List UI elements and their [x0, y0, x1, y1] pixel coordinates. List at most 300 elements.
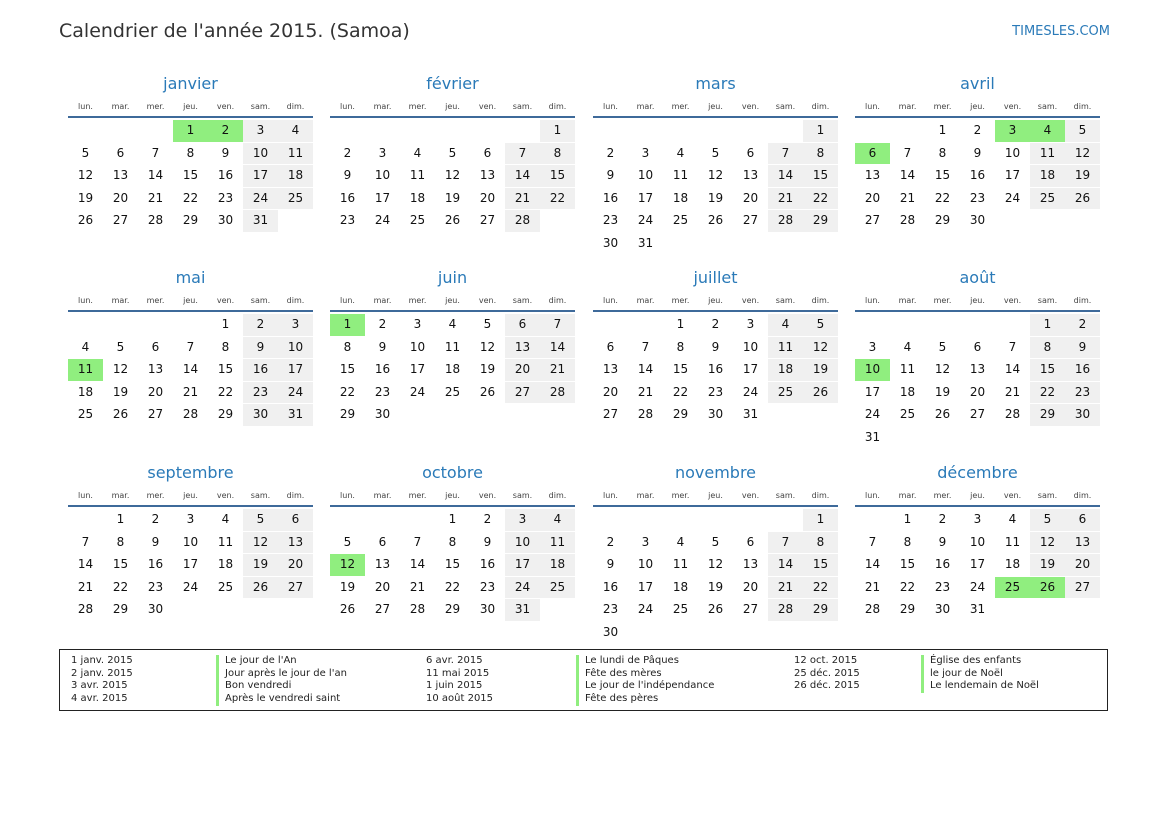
month-name: août	[959, 268, 996, 287]
day-cell: 12	[707, 557, 724, 571]
week-row	[855, 210, 1100, 232]
day-cell: 30	[217, 213, 234, 227]
day-cell: 14	[637, 362, 654, 376]
day-cell: 27	[969, 407, 986, 421]
day-cell: 1	[676, 317, 685, 331]
day-cell: 22	[339, 384, 356, 399]
day-cell: 17	[637, 579, 654, 594]
week-row	[68, 165, 313, 187]
weekday-label: mar.	[636, 296, 655, 305]
day-cell: 28	[147, 213, 164, 227]
weekday-label: mar.	[636, 102, 655, 111]
weekday-label: lun.	[78, 102, 93, 111]
day-cell: 15	[182, 168, 199, 182]
day-cell: 13	[278, 532, 313, 554]
day-cell: 15	[672, 362, 689, 376]
weekday-label: jeu.	[445, 491, 460, 500]
legend-holiday-name: Église des enfants	[921, 655, 1039, 668]
day-cell: 12	[330, 554, 365, 576]
empty-cell	[890, 120, 925, 142]
day-cell: 25	[444, 384, 461, 399]
weekday-label: lun.	[603, 491, 618, 500]
weekday-label: mer.	[933, 102, 952, 111]
day-cell: 27	[742, 213, 759, 227]
day-cell: 15	[540, 165, 575, 187]
day-cell: 31	[742, 407, 759, 421]
weeks	[855, 509, 1100, 621]
day-cell: 7	[903, 145, 912, 160]
weekday-label: lun.	[603, 296, 618, 305]
weekday-header	[68, 292, 313, 312]
day-cell: 21	[864, 579, 881, 594]
day-cell: 23	[374, 384, 391, 399]
weeks	[330, 314, 575, 426]
empty-cell	[505, 404, 540, 426]
empty-cell	[1030, 210, 1065, 232]
day-cell: 19	[339, 579, 356, 594]
week-row	[855, 427, 1100, 449]
week-row	[593, 599, 838, 621]
day-cell: 3	[973, 512, 982, 526]
day-cell: 16	[1065, 359, 1100, 381]
day-cell: 17	[243, 165, 278, 187]
empty-cell	[628, 622, 663, 644]
weekday-header	[330, 487, 575, 507]
week-row	[855, 599, 1100, 621]
day-cell: 28	[409, 602, 426, 616]
week-row	[330, 404, 575, 426]
weekday-label: sam.	[250, 296, 271, 305]
week-row	[593, 314, 838, 336]
day-cell: 30	[969, 213, 986, 227]
weeks	[330, 120, 575, 232]
weekday-label: lun.	[603, 102, 618, 111]
day-cell: 12	[1030, 532, 1065, 554]
week-row	[855, 509, 1100, 531]
day-cell: 8	[938, 145, 947, 160]
weekday-label: sam.	[775, 102, 796, 111]
legend-date: 26 déc. 2015	[794, 680, 860, 692]
weekday-label: mer.	[671, 296, 690, 305]
holiday-legend	[59, 649, 1108, 711]
week-row	[855, 577, 1100, 599]
month-5	[330, 266, 575, 427]
day-cell: 7	[768, 143, 803, 165]
day-cell: 2	[606, 534, 615, 549]
day-cell: 19	[77, 190, 94, 205]
empty-cell	[925, 427, 960, 449]
day-cell: 6	[505, 314, 540, 336]
day-cell: 4	[903, 339, 912, 354]
weekday-label: ven.	[478, 102, 497, 111]
day-cell: 22	[217, 384, 234, 399]
day-cell: 9	[973, 145, 982, 160]
day-cell: 15	[112, 557, 129, 571]
empty-cell	[593, 509, 628, 531]
week-row	[68, 554, 313, 576]
week-row	[68, 143, 313, 165]
week-row	[330, 337, 575, 359]
day-cell: 30	[147, 602, 164, 616]
empty-cell	[960, 427, 995, 449]
day-cell: 11	[768, 337, 803, 359]
weekday-label: jeu.	[708, 296, 723, 305]
week-row	[855, 382, 1100, 404]
day-cell: 31	[243, 210, 278, 232]
weekday-header	[330, 98, 575, 118]
month-name: mai	[175, 268, 206, 287]
day-cell: 23	[217, 190, 234, 205]
weekday-label: mer.	[408, 102, 427, 111]
weekday-label: dim.	[1073, 296, 1092, 305]
day-cell: 10	[505, 532, 540, 554]
day-cell: 3	[278, 314, 313, 336]
day-cell: 24	[637, 602, 654, 616]
weekday-label: dim.	[286, 491, 305, 500]
empty-cell	[208, 599, 243, 621]
day-cell: 25	[995, 577, 1030, 599]
weekday-label: sam.	[1037, 296, 1058, 305]
empty-cell	[278, 210, 313, 232]
week-row	[330, 554, 575, 576]
week-row	[68, 599, 313, 621]
day-cell: 9	[1065, 337, 1100, 359]
day-cell: 18	[1004, 557, 1021, 571]
day-cell: 4	[81, 339, 90, 354]
day-cell: 20	[602, 384, 619, 399]
month-name: octobre	[422, 463, 483, 482]
legend-col-3-dates	[794, 655, 860, 693]
day-cell: 1	[903, 512, 912, 526]
day-cell: 9	[606, 168, 615, 182]
day-cell: 7	[413, 534, 422, 549]
day-cell: 11	[540, 532, 575, 554]
day-cell: 16	[602, 190, 619, 205]
week-row	[855, 165, 1100, 187]
legend-date: 12 oct. 2015	[794, 655, 858, 666]
week-row	[330, 382, 575, 404]
weeks	[855, 314, 1100, 449]
day-cell: 13	[969, 362, 986, 376]
day-cell: 10	[969, 534, 986, 549]
legend-col-2-dates	[426, 655, 493, 706]
day-cell: 30	[374, 407, 391, 421]
weekday-label: lun.	[865, 296, 880, 305]
day-cell: 3	[995, 120, 1030, 142]
day-cell: 11	[444, 339, 461, 354]
day-cell: 25	[1030, 188, 1065, 210]
day-cell: 9	[606, 557, 615, 571]
day-cell: 31	[969, 602, 986, 616]
day-cell: 9	[221, 145, 230, 160]
day-cell: 21	[768, 577, 803, 599]
day-cell: 4	[1008, 512, 1017, 526]
day-cell: 19	[1030, 554, 1065, 576]
month-name: septembre	[147, 463, 234, 482]
month-name: janvier	[163, 74, 218, 93]
day-cell: 26	[112, 407, 129, 421]
week-row	[68, 120, 313, 142]
legend-holiday-name: Le jour de l'An	[216, 655, 347, 668]
weekday-label: mar.	[898, 102, 917, 111]
week-row	[855, 359, 1100, 381]
legend-col-1-dates	[71, 655, 133, 706]
day-cell: 24	[409, 384, 426, 399]
day-cell: 31	[637, 235, 654, 250]
week-row	[593, 210, 838, 232]
week-row	[593, 554, 838, 576]
weeks	[593, 509, 838, 644]
weekday-label: dim.	[811, 102, 830, 111]
empty-cell	[768, 404, 803, 426]
day-cell: 8	[221, 339, 230, 354]
weekday-header	[855, 292, 1100, 312]
day-cell: 18	[672, 579, 689, 594]
weeks	[593, 314, 838, 426]
weekday-label: sam.	[775, 296, 796, 305]
week-row	[593, 382, 838, 404]
month-name: juin	[437, 268, 468, 287]
day-cell: 5	[243, 509, 278, 531]
day-cell: 6	[855, 143, 890, 165]
day-cell: 14	[182, 362, 199, 376]
weeks	[330, 509, 575, 621]
day-cell: 5	[711, 534, 720, 549]
weekday-label: mer.	[933, 296, 952, 305]
weekday-header	[593, 292, 838, 312]
week-row	[330, 165, 575, 187]
weekday-label: dim.	[548, 491, 567, 500]
day-cell: 16	[339, 190, 356, 205]
day-cell: 2	[711, 317, 720, 331]
weekday-label: dim.	[548, 102, 567, 111]
day-cell: 20	[112, 190, 129, 205]
empty-cell	[540, 210, 575, 232]
day-cell: 17	[505, 554, 540, 576]
week-row	[855, 337, 1100, 359]
empty-cell	[855, 120, 890, 142]
day-cell: 29	[339, 407, 356, 421]
day-cell: 29	[1030, 404, 1065, 426]
day-cell: 30	[934, 602, 951, 616]
day-cell: 24	[742, 384, 759, 399]
weekday-label: jeu.	[970, 296, 985, 305]
day-cell: 26	[444, 213, 461, 227]
day-cell: 8	[343, 339, 352, 354]
day-cell: 8	[540, 143, 575, 165]
day-cell: 30	[602, 624, 619, 639]
day-cell: 17	[409, 362, 426, 376]
day-cell: 7	[1008, 339, 1017, 354]
day-cell: 27	[1065, 577, 1100, 599]
day-cell: 3	[186, 512, 195, 526]
day-cell: 14	[899, 168, 916, 182]
day-cell: 22	[803, 577, 838, 599]
empty-cell	[698, 509, 733, 531]
week-row	[593, 188, 838, 210]
empty-cell	[995, 427, 1030, 449]
day-cell: 18	[540, 554, 575, 576]
day-cell: 3	[746, 317, 755, 331]
day-cell: 3	[641, 145, 650, 160]
empty-cell	[698, 622, 733, 644]
day-cell: 15	[803, 165, 838, 187]
empty-cell	[400, 404, 435, 426]
day-cell: 19	[243, 554, 278, 576]
day-cell: 29	[934, 213, 951, 227]
day-cell: 5	[1065, 120, 1100, 142]
weekday-label: mer.	[146, 102, 165, 111]
day-cell: 13	[742, 557, 759, 571]
day-cell: 31	[278, 404, 313, 426]
weekday-label: mer.	[408, 491, 427, 500]
week-row	[330, 188, 575, 210]
month-6	[593, 266, 838, 427]
day-cell: 8	[116, 534, 125, 549]
day-cell: 2	[343, 145, 352, 160]
week-row	[593, 359, 838, 381]
day-cell: 27	[602, 407, 619, 421]
empty-cell	[733, 622, 768, 644]
day-cell: 15	[934, 168, 951, 182]
empty-cell	[1030, 599, 1065, 621]
week-row	[855, 532, 1100, 554]
weekday-label: ven.	[741, 102, 760, 111]
empty-cell	[628, 509, 663, 531]
weekday-label: dim.	[811, 296, 830, 305]
weekday-label: lun.	[340, 102, 355, 111]
week-row	[593, 577, 838, 599]
empty-cell	[173, 314, 208, 336]
empty-cell	[1065, 599, 1100, 621]
weekday-label: sam.	[512, 296, 533, 305]
day-cell: 16	[243, 359, 278, 381]
weekday-label: jeu.	[445, 296, 460, 305]
weekday-label: mar.	[111, 296, 130, 305]
day-cell: 23	[934, 579, 951, 594]
day-cell: 8	[186, 145, 195, 160]
day-cell: 6	[606, 339, 615, 354]
weekday-label: sam.	[512, 102, 533, 111]
empty-cell	[138, 120, 173, 142]
week-row	[593, 532, 838, 554]
weekday-label: sam.	[250, 102, 271, 111]
day-cell: 16	[147, 557, 164, 571]
day-cell: 27	[479, 213, 496, 227]
day-cell: 27	[742, 602, 759, 616]
empty-cell	[960, 314, 995, 336]
weekday-label: lun.	[340, 491, 355, 500]
day-cell: 26	[1030, 577, 1065, 599]
day-cell: 26	[77, 213, 94, 227]
day-cell: 24	[374, 213, 391, 227]
day-cell: 29	[672, 407, 689, 421]
day-cell: 23	[243, 382, 278, 404]
week-row	[330, 509, 575, 531]
legend-holiday-name: Le lundi de Pâques	[576, 655, 714, 668]
day-cell: 4	[448, 317, 457, 331]
day-cell: 19	[479, 362, 496, 376]
day-cell: 11	[1004, 534, 1021, 549]
legend-date: 10 août 2015	[426, 693, 494, 705]
day-cell: 9	[378, 339, 387, 354]
day-cell: 3	[413, 317, 422, 331]
week-row	[68, 532, 313, 554]
month-3	[855, 72, 1100, 233]
legend-holiday-name: Le jour de l'indépendance	[576, 680, 714, 693]
day-cell: 7	[641, 339, 650, 354]
empty-cell	[768, 622, 803, 644]
day-cell: 18	[77, 384, 94, 399]
empty-cell	[365, 509, 400, 531]
day-cell: 21	[540, 359, 575, 381]
day-cell: 10	[637, 168, 654, 182]
empty-cell	[768, 120, 803, 142]
day-cell: 6	[973, 339, 982, 354]
empty-cell	[540, 404, 575, 426]
legend-col-1-names	[216, 655, 347, 706]
day-cell: 31	[864, 429, 881, 444]
site-link[interactable]: TIMESLES.COM	[1012, 24, 1110, 39]
weekday-header	[593, 98, 838, 118]
weekday-label: jeu.	[970, 102, 985, 111]
day-cell: 10	[243, 143, 278, 165]
page-title: Calendrier de l'année 2015. (Samoa)	[59, 20, 410, 42]
empty-cell	[803, 404, 838, 426]
weekday-label: mar.	[636, 491, 655, 500]
day-cell: 8	[903, 534, 912, 549]
weekday-label: ven.	[216, 102, 235, 111]
day-cell: 7	[186, 339, 195, 354]
day-cell: 23	[147, 579, 164, 594]
day-cell: 12	[707, 168, 724, 182]
day-cell: 12	[243, 532, 278, 554]
day-cell: 1	[330, 314, 365, 336]
day-cell: 24	[637, 213, 654, 227]
week-row	[330, 577, 575, 599]
day-cell: 18	[409, 190, 426, 205]
day-cell: 6	[278, 509, 313, 531]
week-row	[68, 337, 313, 359]
day-cell: 10	[374, 168, 391, 182]
day-cell: 15	[217, 362, 234, 376]
weekday-label: jeu.	[708, 102, 723, 111]
week-row	[593, 143, 838, 165]
empty-cell	[698, 233, 733, 255]
empty-cell	[593, 120, 628, 142]
weekday-header	[593, 487, 838, 507]
week-row	[855, 188, 1100, 210]
month-name: décembre	[937, 463, 1018, 482]
day-cell: 3	[378, 145, 387, 160]
day-cell: 25	[278, 188, 313, 210]
month-name: novembre	[674, 463, 757, 482]
day-cell: 5	[448, 145, 457, 160]
day-cell: 19	[803, 359, 838, 381]
week-row	[330, 120, 575, 142]
day-cell: 28	[768, 599, 803, 621]
weekday-label: mer.	[933, 491, 952, 500]
day-cell: 22	[672, 384, 689, 399]
day-cell: 8	[676, 339, 685, 354]
empty-cell	[890, 427, 925, 449]
empty-cell	[733, 233, 768, 255]
day-cell: 7	[768, 532, 803, 554]
month-4	[68, 266, 313, 427]
day-cell: 24	[1004, 190, 1021, 205]
day-cell: 4	[278, 120, 313, 142]
day-cell: 30	[479, 602, 496, 616]
